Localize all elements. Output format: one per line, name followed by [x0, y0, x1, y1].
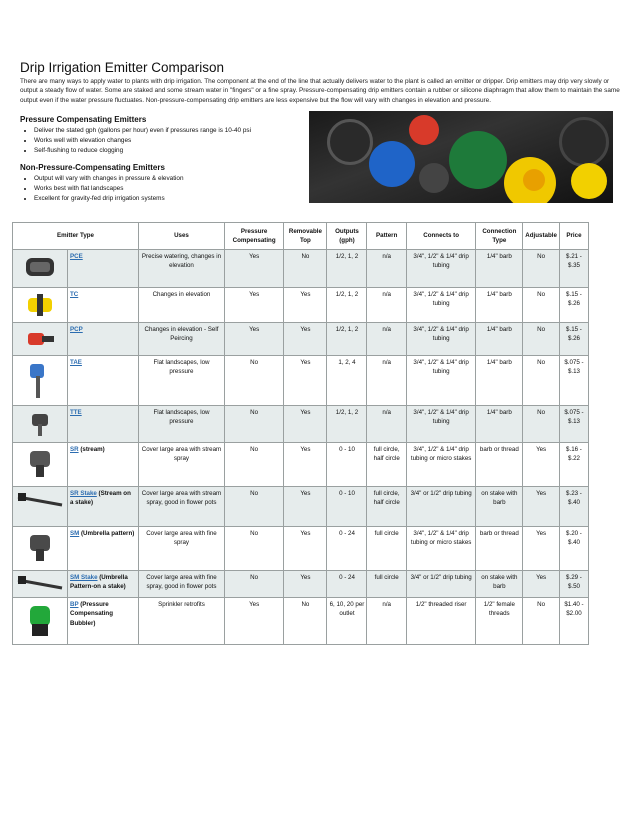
emitter-type-cell: SR (stream) — [68, 443, 139, 487]
pc-cell: No — [224, 406, 283, 443]
list-item: • Output will vary with changes in pressure & elevation — [34, 174, 310, 184]
price-cell: $.075 - $.13 — [559, 356, 588, 406]
adjustable-cell: No — [523, 323, 560, 356]
emitter-image-cell — [13, 406, 68, 443]
connects-cell: 3/4", 1/2" & 1/4" drip tubing or micro stakes — [406, 527, 475, 571]
connects-cell: 3/4", 1/2" & 1/4" drip tubing — [406, 250, 475, 288]
npc-list — [20, 174, 310, 205]
top-cell: Yes — [284, 356, 327, 406]
emitter-image-cell — [13, 487, 68, 527]
price-cell: $.20 - $.40 — [559, 527, 588, 571]
emitter-image-cell — [13, 598, 68, 645]
emitter-type-cell: SM Stake (Umbrella Pattern-on a stake) — [68, 571, 139, 598]
uses-cell: Flat landscapes, low pressure — [139, 356, 225, 406]
emitter-link-tae[interactable]: TAE — [70, 359, 82, 366]
uses-cell: Cover large area with stream spray, good in flower pots — [139, 487, 225, 527]
outputs-cell: 1, 2, 4 — [327, 356, 367, 406]
tae-emitter-icon — [22, 360, 58, 400]
emitter-image-cell — [13, 571, 68, 598]
list-item: • Works best with flat landscapes — [34, 184, 310, 194]
top-cell: No — [284, 598, 327, 645]
pattern-cell: n/a — [367, 356, 406, 406]
page-title: Drip Irrigation Emitter Comparison — [20, 60, 225, 75]
top-cell: Yes — [284, 443, 327, 487]
sm-emitter-icon — [22, 531, 58, 563]
ctype-cell: on stake with barb — [476, 571, 523, 598]
pattern-cell: full circle, half circle — [367, 443, 406, 487]
outputs-cell: 0 - 24 — [327, 571, 367, 598]
col-header-uses: Uses — [139, 223, 225, 250]
pc-cell: No — [224, 356, 283, 406]
emitter-link-bp[interactable]: BP — [70, 601, 79, 608]
emitter-image-cell — [13, 527, 68, 571]
col-header-pattern: Pattern — [367, 223, 406, 250]
col-header-connection-type: Connection Type — [476, 223, 523, 250]
emitter-link-tc[interactable]: TC — [70, 291, 79, 298]
emitter-type-cell — [68, 250, 139, 288]
uses-cell: Changes in elevation — [139, 288, 225, 323]
ctype-cell: 1/4" barb — [476, 250, 523, 288]
top-cell: Yes — [284, 406, 327, 443]
adjustable-cell: Yes — [523, 487, 560, 527]
pce-emitter-icon — [22, 254, 58, 280]
pc-cell: Yes — [224, 250, 283, 288]
connects-cell: 3/4", 1/2" & 1/4" drip tubing or micro stakes — [406, 443, 475, 487]
emitter-type-cell — [68, 288, 139, 323]
connects-cell: 3/4", 1/2" & 1/4" drip tubing — [406, 406, 475, 443]
emitter-link-sr-stake[interactable]: SR Stake — [70, 490, 97, 497]
outputs-cell: 0 - 10 — [327, 443, 367, 487]
emitter-link-tte[interactable]: TTE — [70, 409, 82, 416]
list-item: • Self-flushing to reduce clogging — [34, 146, 310, 156]
intro-paragraph: There are many ways to apply water to plants with drip irrigation. The component at the end of the line that actually delivers water to the plant is called an emitter or dripper. Drip emitters may drip very slowly or output a steady flow of water. Some are staked and some stream water in "fingers" or a fine spray. Pressure-compensating drip emitters contain a rubber or silicone diaphragm that allow them to maintain the same output even if the water pressure fluctuates. Non-pressure-compensating drip emitters are less expensive but the flow will vary with changes in elevation and pressure. — [20, 78, 620, 104]
table-row — [13, 571, 589, 598]
sr-emitter-icon — [22, 447, 58, 479]
list-item: • Works well with elevation changes — [34, 136, 310, 146]
pattern-cell: n/a — [367, 288, 406, 323]
top-cell: Yes — [284, 571, 327, 598]
sm-stake-emitter-icon — [16, 575, 64, 593]
col-header-price: Price — [559, 223, 588, 250]
top-cell: Yes — [284, 487, 327, 527]
price-cell: $.15 - $.26 — [559, 288, 588, 323]
adjustable-cell: No — [523, 250, 560, 288]
tc-emitter-icon — [22, 292, 58, 318]
adjustable-cell: No — [523, 406, 560, 443]
connects-cell: 1/2" threaded riser — [406, 598, 475, 645]
uses-cell: Cover large area with fine spray — [139, 527, 225, 571]
adjustable-cell: No — [523, 356, 560, 406]
table-row — [13, 443, 589, 487]
ctype-cell: barb or thread — [476, 527, 523, 571]
ctype-cell: 1/4" barb — [476, 288, 523, 323]
ctype-cell: barb or thread — [476, 443, 523, 487]
pattern-cell: full circle — [367, 571, 406, 598]
connects-cell: 3/4", 1/2" & 1/4" drip tubing — [406, 356, 475, 406]
table-row — [13, 356, 589, 406]
connects-cell: 3/4", 1/2" & 1/4" drip tubing — [406, 288, 475, 323]
emitter-categories — [20, 111, 310, 211]
ctype-cell: on stake with barb — [476, 487, 523, 527]
emitter-image-cell — [13, 323, 68, 356]
table-row — [13, 487, 589, 527]
uses-cell: Precise watering, changes in elevation — [139, 250, 225, 288]
emitter-link-sm[interactable]: SM — [70, 530, 80, 537]
top-cell: Yes — [284, 288, 327, 323]
top-cell: No — [284, 250, 327, 288]
pattern-cell: n/a — [367, 406, 406, 443]
emitter-link-pcp[interactable]: PCP — [70, 326, 83, 333]
table-row — [13, 288, 589, 323]
pc-list — [20, 126, 310, 157]
outputs-cell: 0 - 24 — [327, 527, 367, 571]
pc-cell: No — [224, 527, 283, 571]
price-cell: $.23 - $.40 — [559, 487, 588, 527]
emitter-link-pce[interactable]: PCE — [70, 253, 83, 260]
ctype-cell: 1/4" barb — [476, 356, 523, 406]
table-row — [13, 527, 589, 571]
document — [20, 60, 620, 215]
tte-emitter-icon — [22, 410, 58, 438]
emitter-type-cell: SM (Umbrella pattern) — [68, 527, 139, 571]
pc-cell: Yes — [224, 288, 283, 323]
outputs-cell: 1/2, 1, 2 — [327, 323, 367, 356]
uses-cell: Sprinkler retrofits — [139, 598, 225, 645]
emitter-type-cell: SR Stake (Stream on a stake) — [68, 487, 139, 527]
price-cell: $.15 - $.26 — [559, 323, 588, 356]
col-header-outputs: Outputs (gph) — [327, 223, 367, 250]
price-cell: $.16 - $.22 — [559, 443, 588, 487]
adjustable-cell: Yes — [523, 443, 560, 487]
col-header-connects-to: Connects to — [406, 223, 475, 250]
emitter-image-cell — [13, 443, 68, 487]
table-header-row — [13, 223, 589, 250]
outputs-cell: 6, 10, 20 per outlet — [327, 598, 367, 645]
emitter-image-cell — [13, 288, 68, 323]
emitter-type-cell — [68, 323, 139, 356]
list-item: • Deliver the stated gph (gallons per hour) even if pressures range is 10-40 psi — [34, 126, 310, 136]
emitter-comparison-table — [12, 222, 589, 645]
adjustable-cell: Yes — [523, 571, 560, 598]
list-item: • Excellent for gravity-fed drip irrigation systems — [34, 194, 310, 204]
adjustable-cell: Yes — [523, 527, 560, 571]
col-header-removable-top: Removable Top — [284, 223, 327, 250]
pc-cell: Yes — [224, 323, 283, 356]
sr-stake-emitter-icon — [16, 491, 64, 511]
pattern-cell: full circle, half circle — [367, 487, 406, 527]
outputs-cell: 1/2, 1, 2 — [327, 250, 367, 288]
col-header-emitter-type: Emitter Type — [13, 223, 139, 250]
col-header-pressure-compensating: Pressure Compensating — [224, 223, 283, 250]
price-cell: $.21 - $.35 — [559, 250, 588, 288]
pattern-cell: n/a — [367, 250, 406, 288]
emitter-type-cell: BP (Pressure Compensating Bubbler) — [68, 598, 139, 645]
ctype-cell: 1/4" barb — [476, 406, 523, 443]
ctype-cell: 1/4" barb — [476, 323, 523, 356]
emitter-image-cell — [13, 356, 68, 406]
price-cell: $1.40 - $2.00 — [559, 598, 588, 645]
pattern-cell: n/a — [367, 598, 406, 645]
top-section — [20, 111, 620, 215]
uses-cell: Flat landscapes, low pressure — [139, 406, 225, 443]
connects-cell: 3/4", 1/2" & 1/4" drip tubing — [406, 323, 475, 356]
col-header-adjustable: Adjustable — [523, 223, 560, 250]
pc-cell: No — [224, 571, 283, 598]
uses-cell: Cover large area with fine spray, good in flower pots — [139, 571, 225, 598]
connects-cell: 3/4" or 1/2" drip tubing — [406, 571, 475, 598]
top-cell: Yes — [284, 527, 327, 571]
price-cell: $.29 - $.50 — [559, 571, 588, 598]
pc-cell: No — [224, 443, 283, 487]
ctype-cell: 1/2" female threads — [476, 598, 523, 645]
emitter-link-sm-stake[interactable]: SM Stake — [70, 574, 98, 581]
top-cell: Yes — [284, 323, 327, 356]
table-row — [13, 323, 589, 356]
outputs-cell: 0 - 10 — [327, 487, 367, 527]
emitter-type-cell — [68, 406, 139, 443]
table-row — [13, 598, 589, 645]
table-row — [13, 250, 589, 288]
uses-cell: Cover large area with stream spray — [139, 443, 225, 487]
adjustable-cell: No — [523, 288, 560, 323]
pc-heading: Pressure Compensating Emitters — [20, 114, 147, 124]
uses-cell: Changes in elevation - Self Peircing — [139, 323, 225, 356]
pattern-cell: full circle — [367, 527, 406, 571]
emitter-type-cell — [68, 356, 139, 406]
outputs-cell: 1/2, 1, 2 — [327, 288, 367, 323]
pc-cell: No — [224, 487, 283, 527]
connects-cell: 3/4" or 1/2" drip tubing — [406, 487, 475, 527]
price-cell: $.075 - $.13 — [559, 406, 588, 443]
pc-cell: Yes — [224, 598, 283, 645]
outputs-cell: 1/2, 1, 2 — [327, 406, 367, 443]
pattern-cell: n/a — [367, 323, 406, 356]
emitters-photo — [309, 111, 613, 203]
adjustable-cell: No — [523, 598, 560, 645]
table-row — [13, 406, 589, 443]
bp-bubbler-icon — [22, 602, 58, 640]
emitter-image-cell — [13, 250, 68, 288]
npc-heading: Non-Pressure-Compensating Emitters — [20, 162, 165, 172]
pcp-emitter-icon — [22, 327, 58, 351]
emitter-link-sr[interactable]: SR — [70, 446, 79, 453]
